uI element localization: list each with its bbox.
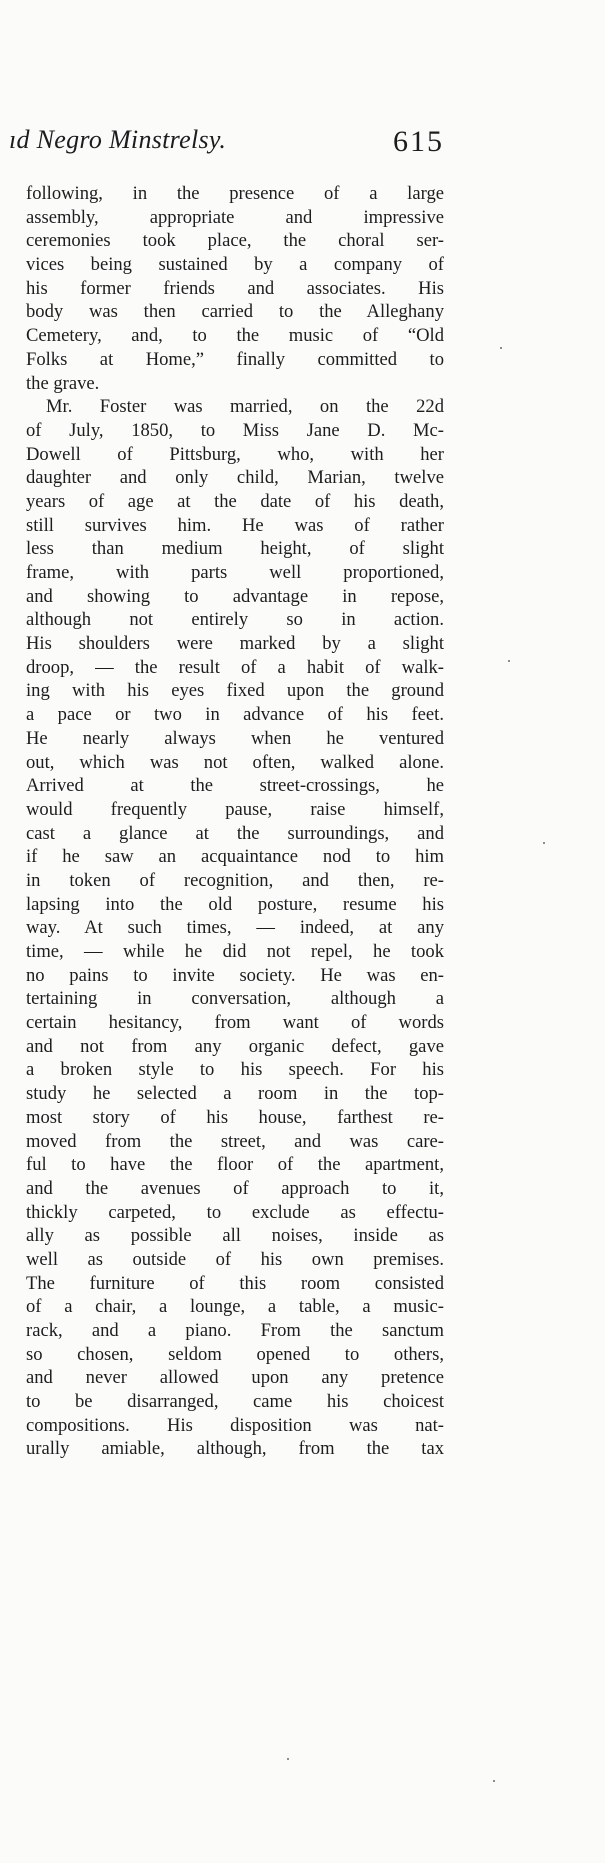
text-line: following, in the presence of a large [26,183,444,204]
text-line: body was then carried to the Alleghany [26,301,444,323]
text-line: and never allowed upon any pretence [26,1367,444,1389]
text-line: a broken style to his speech. For his [26,1059,444,1081]
text-line: urally amiable, although, from the tax [26,1438,444,1460]
text-line: in token of recognition, and then, re- [26,869,444,891]
text-line: and showing to advantage in repose, [26,585,444,607]
text-line: tertaining in conversation, although a [26,988,444,1010]
margin-speck [287,1758,289,1760]
text-line: lapsing into the old posture, resume his [26,893,444,915]
text-line: Cemetery, and, to the music of “Old [26,325,444,347]
text-line: compositions. His disposition was nat- [26,1414,444,1436]
text-line: ally as possible all noises, inside as [26,1225,444,1247]
text-line: thickly carpeted, to exclude as effectu- [26,1201,444,1223]
text-line: no pains to invite society. He was en- [26,964,444,986]
text-line: study he selected a room in the top- [26,1083,444,1105]
text-line: daughter and only child, Marian, twelve [26,467,444,489]
text-line: ing with his eyes fixed upon the ground [26,680,444,702]
text-line: and not from any organic defect, gave [26,1035,444,1057]
margin-speck [493,1780,495,1782]
text-line: out, which was not often, walked alone. [26,751,444,773]
text-line: well as outside of his own premises. [26,1248,444,1270]
text-line: if he saw an acquaintance nod to him [26,846,444,868]
text-line: The furniture of this room consisted [26,1272,444,1294]
text-line: to be disarranged, came his choicest [26,1391,444,1413]
text-line: years of age at the date of his death, [26,490,444,512]
text-line: assembly, appropriate and impressive [26,206,444,228]
text-line: still survives him. He was of rather [26,514,444,536]
running-head [0,125,444,159]
running-title: ıd Negro Minstrelsy. [9,125,227,154]
page-number: 615 [393,125,444,158]
text-line: his former friends and associates. His [26,277,444,299]
text-line: most story of his house, farthest re- [26,1106,444,1128]
text-line: cast a glance at the surroundings, and [26,822,444,844]
text-line: the grave. [26,372,100,394]
text-line: ceremonies took place, the choral ser- [26,230,444,252]
text-line: His shoulders were marked by a slight [26,633,444,655]
text-line: of a chair, a lounge, a table, a music- [26,1296,444,1318]
text-line: and the avenues of approach to it, [26,1177,444,1199]
text-line: He nearly always when he ventured [26,727,444,749]
text-line: vices being sustained by a company of [26,254,444,276]
text-line: Dowell of Pittsburg, who, with her [26,443,444,465]
text-line: although not entirely so in action. [26,609,444,631]
body-text [26,182,444,1461]
text-line: a pace or two in advance of his feet. [26,704,444,726]
text-line: so chosen, seldom opened to others, [26,1343,444,1365]
paragraph-start-line: Mr. Foster was married, on the 22d [46,396,444,418]
text-line: way. At such times, — indeed, at any [26,917,444,939]
text-line: of July, 1850, to Miss Jane D. Mc- [26,419,444,441]
text-line: Arrived at the street-crossings, he [26,775,444,797]
margin-speck [508,660,510,662]
text-line: certain hesitancy, from want of words [26,1012,444,1034]
text-line: moved from the street, and was care- [26,1130,444,1152]
margin-speck [500,347,502,349]
text-line: less than medium height, of slight [26,538,444,560]
text-line: droop, — the result of a habit of walk- [26,656,444,678]
margin-speck [543,842,545,844]
text-line: time, — while he did not repel, he took [26,941,444,962]
text-line: frame, with parts well proportioned, [26,562,444,583]
text-line: would frequently pause, raise himself, [26,798,444,820]
text-line: rack, and a piano. From the sanctum [26,1320,444,1341]
text-line: ful to have the floor of the apartment, [26,1154,444,1176]
text-line: Folks at Home,” finally committed to [26,348,444,370]
